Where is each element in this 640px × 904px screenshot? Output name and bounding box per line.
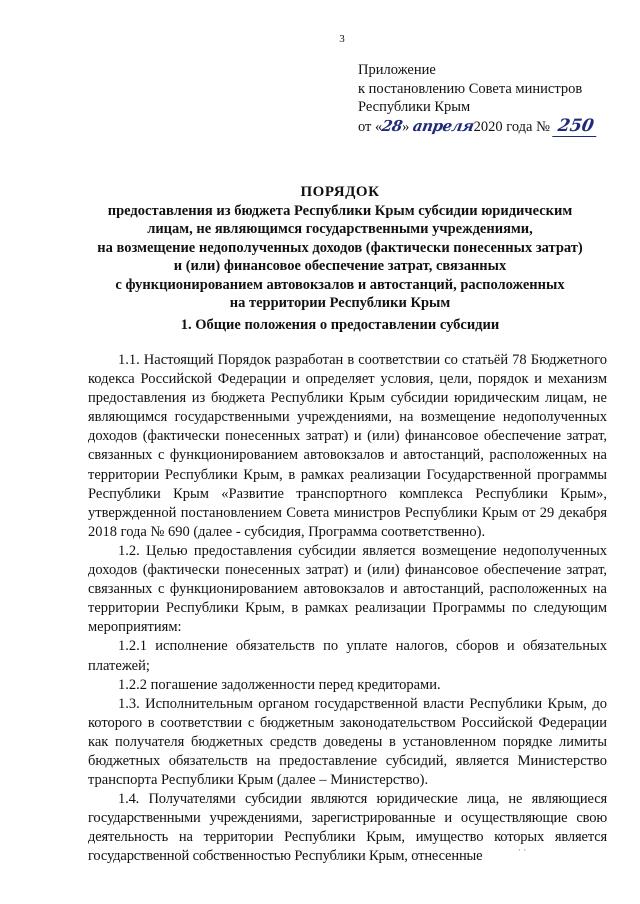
date-suffix: 2020 года №	[473, 118, 550, 135]
paragraph-1-2-1: 1.2.1 исполнение обязательств по уплате налогов, сборов и обязательных платежей;	[88, 638, 607, 674]
page-number: 3	[339, 33, 345, 45]
handwritten-number: 250	[552, 117, 599, 137]
appendix-block	[358, 61, 597, 136]
appendix-line-2: к постановлению Совета министров	[358, 80, 583, 97]
paragraph-1-1: 1.1. Настоящий Порядок разработан в соответствии со статьёй 78 Бюджетного кодекса Российской Федерации и определяет условия, цели, порядок и механизм предоставления из бюджета Республики Крым субсидии юридическим лицам, не являющимся государственными учреждениями, на возмещение недополученных доходов (фактически понесенных затрат) и (или) финансовое обеспечение затрат, связанных с функционированием автовокзалов и автостанций, расположенных на территории Республики Крым, в рамках реализации Государственной программы Республики Крым «Развитие транспортного комплекса Республики Крым», утвержденной постановлением Совета министров Республики Крым от 29 декабря 2018 года № 690 (далее - субсидия, Программа соответственно).	[88, 352, 607, 540]
paragraph-1-3: 1.3. Исполнительным органом государственной власти Республики Крым, до которого в соответствии с бюджетным законодательством Российской Федерации как получателя бюджетных средств доведены в установленном порядке лимиты бюджетных обязательств на предоставление субсидий, является Министерство транспорта Республики Крым (далее – Министерство).	[88, 695, 607, 789]
appendix-line-3: Республики Крым	[358, 99, 471, 115]
scan-mark: · ·	[518, 845, 527, 855]
handwritten-month: апреля	[411, 116, 476, 135]
date-prefix: от «	[358, 118, 383, 135]
paragraph-1-2: 1.2. Целью предоставления субсидии является возмещение недополученных доходов (фактически понесенных затрат) и (или) финансовое обеспечение затрат, связанных с функционированием автовокзалов и автостанций, расположенных на территории Республики Крым, в рамках реализации Программы по следующим мероприятиям:	[88, 542, 607, 636]
paragraph-1-2-2: 1.2.2 погашение задолженности перед кредиторами.	[118, 676, 441, 693]
appendix-line-1: Приложение	[358, 62, 436, 78]
section-heading: 1. Общие положения о предоставлении субсидии	[180, 317, 500, 333]
title-line: и (или) финансовое обеспечение затрат, связанных	[173, 258, 507, 274]
appendix-date-line	[358, 117, 597, 137]
title-line: на территории Республики Крым	[229, 295, 451, 311]
document-body	[88, 351, 607, 867]
title-line: лицам, не являющимся государственными учреждениями,	[147, 221, 533, 237]
document-title	[60, 183, 620, 313]
title-heading: ПОРЯДОК	[300, 184, 380, 200]
paragraph-1-4: 1.4. Получателями субсидии являются юридические лица, не являющиеся государственными учреждениями, зарегистрированные и осуществляющие свою деятельность на территории Республики Крым, имущество которых является государственной собственностью Республики Крым, отнесенные	[88, 791, 607, 865]
date-quote-close: »	[402, 118, 410, 135]
title-line: предоставления из бюджета Республики Крым субсидии юридическим	[107, 202, 573, 219]
handwritten-day: 28	[380, 116, 404, 135]
title-line: с функционированием автовокзалов и автостанций, расположенных	[115, 276, 565, 293]
title-line: на возмещение недополученных доходов (фактически понесенных затрат)	[97, 239, 583, 256]
